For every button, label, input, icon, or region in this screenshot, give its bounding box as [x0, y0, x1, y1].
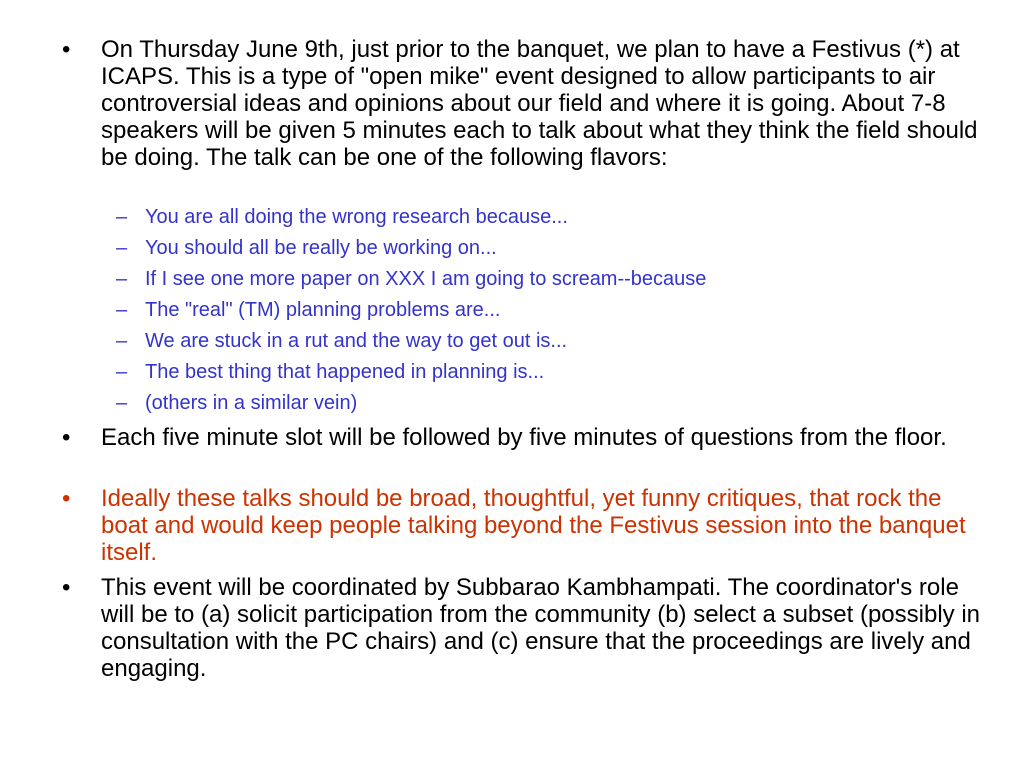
bullet-marker: • — [62, 36, 71, 63]
sub-item-text: The "real" (TM) planning problems are... — [145, 299, 501, 321]
bullet-marker: • — [62, 574, 71, 601]
sub-marker: – — [116, 268, 128, 290]
bullet-marker: • — [62, 424, 71, 451]
bullet-questions-text: Each five minute slot will be followed by five minutes of questions from the floor. — [101, 424, 947, 451]
sub-item-text: We are stuck in a rut and the way to get out is... — [145, 330, 568, 352]
sub-marker: – — [116, 237, 128, 259]
sub-marker: – — [116, 206, 128, 228]
bullet-marker: • — [62, 485, 71, 512]
sub-marker: – — [116, 361, 128, 383]
sub-item-text: (others in a similar vein) — [145, 392, 358, 414]
sub-marker: – — [116, 392, 128, 414]
sub-marker: – — [116, 299, 128, 321]
sub-item-text: If I see one more paper on XXX I am going to scream--because — [145, 268, 707, 290]
bullet-ideal-talks-text: Ideally these talks should be broad, thoughtful, yet funny critiques, that rock the boat and would keep people talking beyond the Festivus session into the banquet itself. — [101, 485, 966, 566]
sub-item-text: You should all be really be working on... — [145, 237, 497, 259]
sub-marker: – — [116, 330, 128, 352]
bullet-coordinator-text: This event will be coordinated by Subbarao Kambhampati. The coordinator's role will be to (a) solicit participation from the community (b) select a subset (possibly in consultation with the PC chairs) and (c) ensure that the proceedings are lively and engaging. — [101, 574, 980, 682]
bullet-intro-text: On Thursday June 9th, just prior to the banquet, we plan to have a Festivus (*) at ICAPS. This is a type of "open mike" event designed to allow participants to air controversial ideas and opinions about our field and where it is going. About 7-8 speakers will be given 5 minutes each to talk about what they think the field should be doing. The talk can be one of the following flavors: — [101, 36, 978, 171]
sub-item-text: You are all doing the wrong research because... — [145, 206, 568, 228]
sub-item-text: The best thing that happened in planning is... — [145, 361, 545, 383]
